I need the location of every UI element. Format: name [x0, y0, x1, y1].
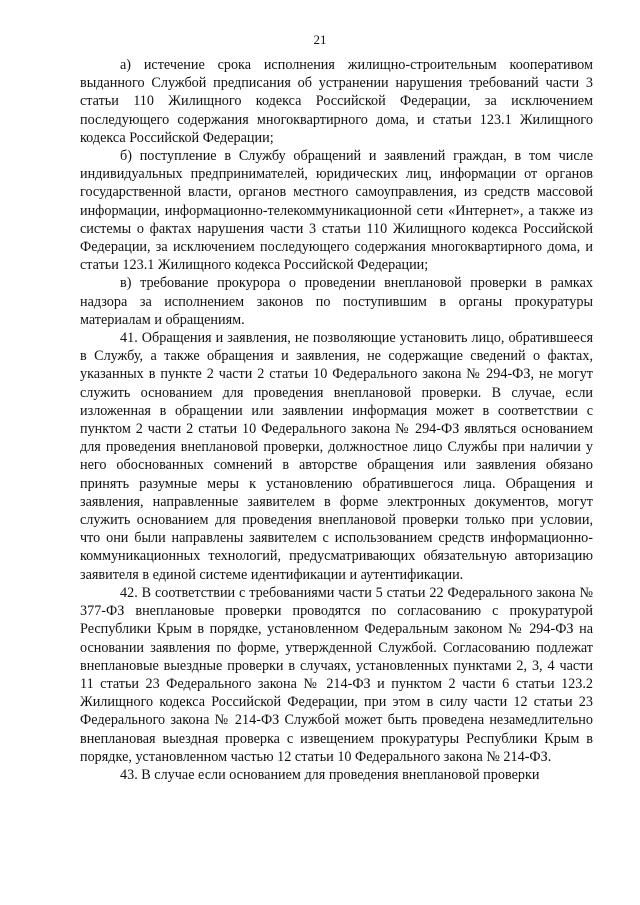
- paragraph-item-a: а) истечение срока исполнения жилищно-строительным кооперативом выданного Службой предписания об устранении нарушения требований части 3 статьи 110 Жилищного кодекса Российской Федерации, за исключением последующего содержания многоквартирного дома, и статьи 123.1 Жилищного кодекса Российской Федерации;: [80, 57, 593, 146]
- document-body: [80, 56, 593, 784]
- paragraph-item-v: в) требование прокурора о проведении внеплановой проверки в рамках надзора за исполнением законов по поступившим в органы прокуратуры материалам и обращениям.: [80, 275, 593, 328]
- paragraph-43: 43. В случае если основанием для проведения внеплановой проверки: [120, 766, 540, 783]
- paragraph-item-b: б) поступление в Службу обращений и заявлений граждан, в том числе индивидуальных предпринимателей, юридических лиц, информации от органов государственной власти, органов местного самоуправления, из средств массовой информации, информационно-телекоммуникационной сети «Интернет», а также из системы о фактах нарушения части 3 статьи 110 Жилищного кодекса Российской Федерации, за исключением последующего содержания многоквартирного дома, и статьи 123.1 Жилищного кодекса Российской Федерации;: [80, 148, 593, 274]
- paragraph-42: 42. В соответствии с требованиями части 5 статьи 22 Федерального закона № 377-ФЗ внеплановые проверки проводятся по согласованию с прокуратурой Республики Крым в порядке, установленном Федеральным законом № 294-ФЗ на основании заявления по форме, утвержденной Службой. Согласованию подлежат внеплановые выездные проверки в случаях, установленных пунктами 2, 3, 4 части 11 статьи 23 Федерального закона № 214-ФЗ и пунктом 2 части 6 статьи 123.2 Жилищного кодекса Российской Федерации, при этом в силу части 12 статьи 23 Федерального закона № 214-ФЗ Службой может быть проведена незамедлительно внеплановая выездная проверка с извещением прокуратуры Республики Крым в порядке, установленном частью 12 статьи 10 Федерального закона № 214-ФЗ.: [80, 584, 593, 765]
- paragraph-41: 41. Обращения и заявления, не позволяющие установить лицо, обратившееся в Службу, а также обращения и заявления, не содержащие сведений о фактах, указанных в пункте 2 части 2 статьи 10 Федерального закона № 294-ФЗ, не могут служить основанием для проведения внеплановой проверки. В случае, если изложенная в обращении или заявлении информация может в соответствии с пунктом 2 части 2 статьи 10 Федерального закона № 294-ФЗ являться основанием для проведения внеплановой проверки, должностное лицо Службы при наличии у него обоснованных сомнений в авторстве обращения или заявления обязано принять разумные меры к установлению обратившегося лица. Обращения и заявления, направленные заявителем в форме электронных документов, могут служить основанием для проведения внеплановой проверки только при условии, что они были направлены заявителем с использованием средств информационно-коммуникационных технологий, предусматривающих обязательную авторизацию заявителя в единой системе идентификации и аутентификации.: [80, 330, 593, 583]
- page-number: 21: [313, 32, 327, 47]
